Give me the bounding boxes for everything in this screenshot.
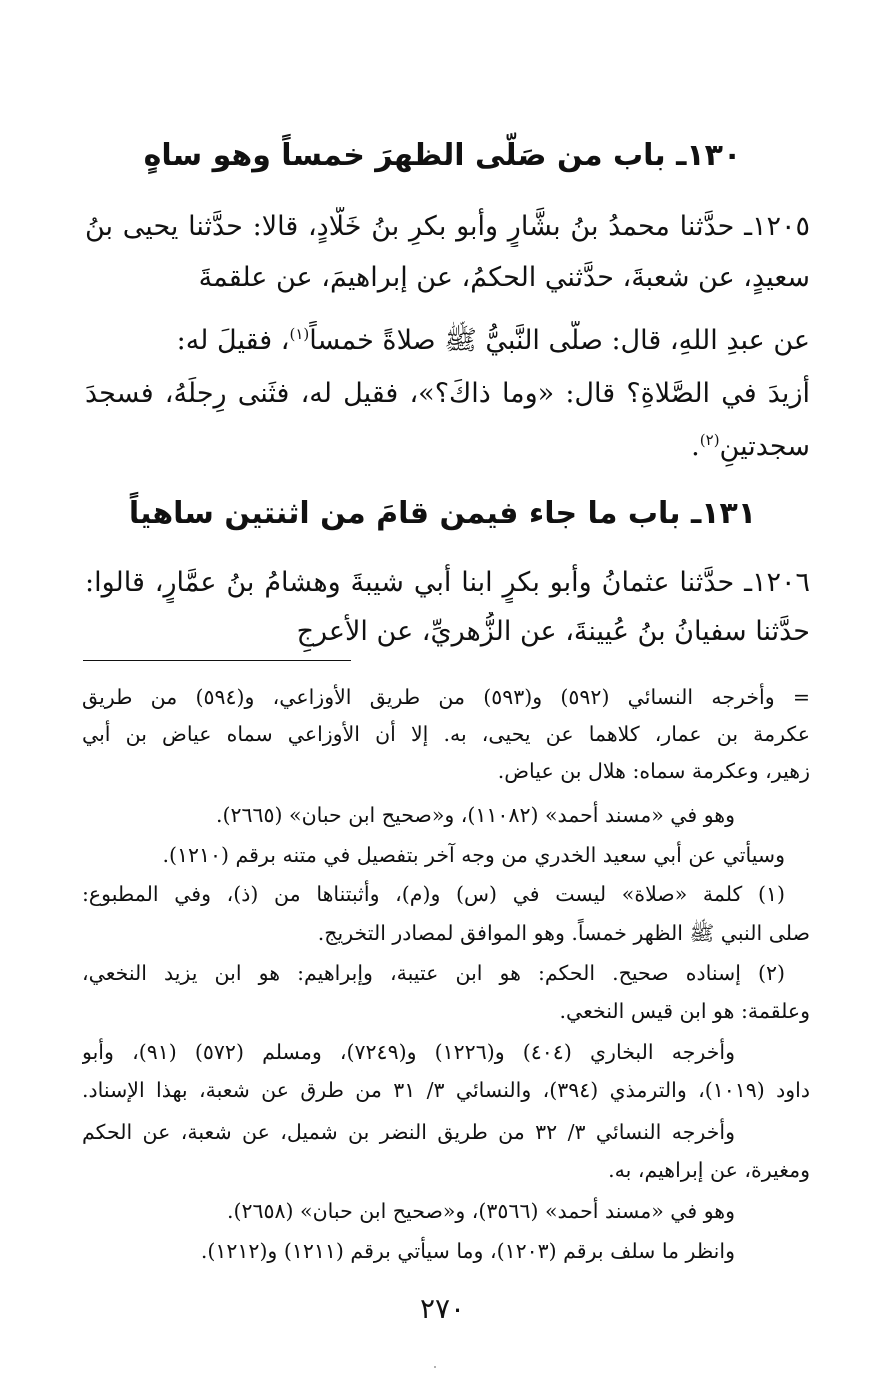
- hadith-1205-line-3: [85, 321, 810, 361]
- footnote-line: وسيأتي عن أبي سعيد الخدري من وجه آخر بتفصيل في متنه برقم (١٢١٠).: [162, 843, 785, 867]
- footnote-1-line-1: (١) كلمة «صلاة» ليست في (س) و(م)، وأثبتناها من (ذ)، وفي المطبوع:: [82, 882, 785, 906]
- hadith-1205-line-5-end: .: [691, 431, 700, 462]
- footnote-line: ومغيرة، عن إبراهيم، به.: [608, 1158, 810, 1182]
- footnote-line: وهو في «مسند أحمد» (٣٥٦٦)، و«صحيح ابن حبان» (٢٦٥٨).: [226, 1199, 735, 1223]
- hadith-1205-line-3-text: عن عبدِ اللهِ، قال: صلَّى النَّبيُّ ﷺ صلاةً خمساً: [309, 325, 810, 356]
- hadith-1205-line-3-tail: ، فقيلَ له:: [176, 325, 290, 356]
- hadith-1205-line-2: سعيدٍ، عن شعبةَ، حدَّثني الحكمُ، عن إبراهيمَ، عن علقمةَ: [198, 262, 810, 293]
- footnote-line: وانظر ما سلف برقم (١٢٠٣)، وما سيأتي برقم (١٢١١) و(١٢١٢).: [200, 1239, 735, 1263]
- footnote-1-line-2: صلى النبي ﷺ الظهر خمساً. وهو الموافق لمصادر التخريج.: [317, 921, 810, 945]
- footnote-line: وهو في «مسند أحمد» (١١٠٨٢)، و«صحيح ابن حبان» (٢٦٦٥).: [215, 803, 735, 827]
- hadith-1205-line-5: [85, 427, 810, 467]
- footnote-line: وأخرجه النسائي ٣/ ٣٢ من طريق النضر بن شميل، عن شعبة، عن الحكم: [82, 1120, 735, 1144]
- hadith-1206-line-1: ١٢٠٦ـ حدَّثنا عثمانُ وأبو بكرٍ ابنا أبي شيبةَ وهشامُ بنُ عمَّارٍ، قالوا:: [85, 567, 810, 598]
- footnote-2-line-1: (٢) إسناده صحيح. الحكم: هو ابن عتيبة، وإبراهيم: هو ابن يزيد النخعي،: [82, 961, 785, 985]
- footnote-2-line-2: وعلقمة: هو ابن قيس النخعي.: [559, 999, 810, 1023]
- scan-speck: [434, 1366, 436, 1368]
- hadith-1205-line-4: أزيدَ في الصَّلاةِ؟ قال: «وما ذاكَ؟»، فقيل له، فثَنى رِجلَهُ، فسجدَ: [85, 378, 810, 409]
- hadith-1205-line-1: ١٢٠٥ـ حدَّثنا محمدُ بنُ بشَّارٍ وأبو بكرِ بنُ خَلَّادٍ، قالا: حدَّثنا يحيى بنُ: [85, 211, 810, 242]
- footnote-separator: [83, 660, 351, 661]
- footnote-line: = وأخرجه النسائي (٥٩٢) و(٥٩٣) من طريق الأوزاعي، و(٥٩٤) من طريق: [82, 685, 810, 709]
- footnote-line: عكرمة بن عمار، كلاهما عن يحيى، به. إلا أن الأوزاعي سماه عياض بن أبي: [82, 722, 810, 746]
- page-number: ٢٧٠: [419, 1292, 466, 1325]
- footnote-line: وأخرجه البخاري (٤٠٤) و(١٢٢٦) و(٧٢٤٩)، ومسلم (٥٧٢) (٩١)، وأبو: [82, 1040, 735, 1064]
- hadith-1205-line-5-text: سجدتينِ: [719, 431, 810, 462]
- footnote-line: زهير، وعكرمة سماه: هلال بن عياض.: [497, 759, 810, 783]
- hadith-1206-line-2: حدَّثنا سفيانُ بنُ عُيينةَ، عن الزُّهريِّ، عن الأعرجِ: [296, 616, 810, 647]
- chapter-130-heading: ١٣٠ـ باب من صَلّى الظهرَ خمساً وهو ساهٍ: [143, 138, 742, 173]
- footnote-line: داود (١٠١٩)، والترمذي (٣٩٤)، والنسائي ٣/ ٣١ من طرق عن شعبة، بهذا الإسناد.: [82, 1078, 810, 1102]
- footnote-mark-1: (١): [289, 325, 310, 343]
- footnote-mark-2: (٢): [699, 431, 720, 449]
- chapter-131-heading: ١٣١ـ باب ما جاء فيمن قامَ من اثنتين ساهياً: [128, 496, 757, 531]
